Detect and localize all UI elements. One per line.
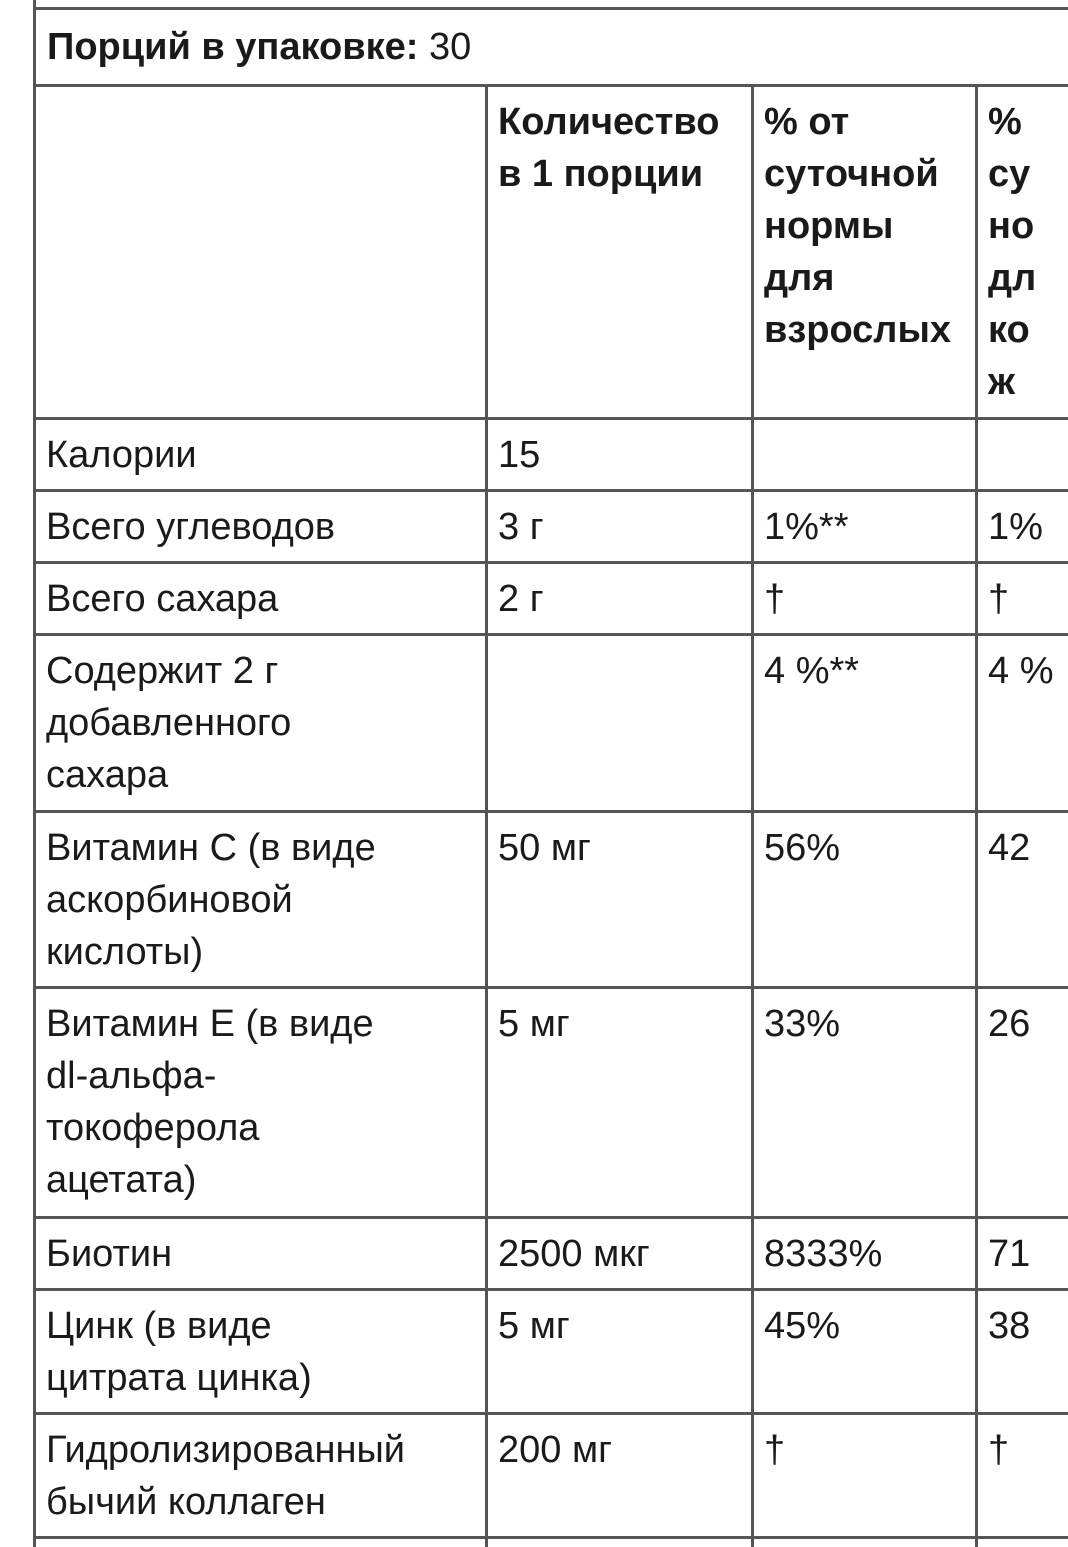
row-pct-adults: 56% (753, 812, 977, 988)
row-amount (487, 635, 753, 812)
table-row (35, 419, 1068, 491)
row-name: Цинк (в виде цитрата цинка) (35, 1290, 487, 1414)
table-row (35, 1414, 1068, 1538)
top-rule (33, 0, 1068, 10)
header-name (35, 86, 487, 419)
servings-label: Порций в упаковке: (47, 26, 419, 68)
table-row (35, 635, 1068, 812)
row-pct-adults: 1%** (753, 491, 977, 563)
table-row (35, 812, 1068, 988)
row-empty (487, 1538, 753, 1547)
table-row (35, 491, 1068, 563)
supplement-facts-panel (33, 0, 1068, 1547)
header-pct-other: % су но дл ко ж (977, 86, 1068, 419)
row-name: Витамин С (в виде аскорбиновой кислоты) (35, 812, 487, 988)
table-row (35, 988, 1068, 1218)
row-amount: 50 мг (487, 812, 753, 988)
row-pct-other: 1% (977, 491, 1068, 563)
row-amount: 200 мг (487, 1414, 753, 1538)
table-row (35, 563, 1068, 635)
row-name: Биотин (35, 1218, 487, 1290)
row-empty (977, 1538, 1068, 1547)
row-name: Калории (35, 419, 487, 491)
row-pct-adults: 45% (753, 1290, 977, 1414)
row-amount: 5 мг (487, 1290, 753, 1414)
row-pct-adults: 8333% (753, 1218, 977, 1290)
row-pct-adults: 4 %** (753, 635, 977, 812)
row-pct-adults: † (753, 563, 977, 635)
row-pct-other: † (977, 563, 1068, 635)
row-name: Витамин Е (в виде dl-альфа- токоферола ацетата) (35, 988, 487, 1218)
table-header-row (35, 86, 1068, 419)
row-name: Содержит 2 г добавленного сахара (35, 635, 487, 812)
table-row (35, 1218, 1068, 1290)
row-amount: 2 г (487, 563, 753, 635)
row-pct-other: 42 (977, 812, 1068, 988)
nutrition-table (33, 84, 1068, 1547)
row-empty (753, 1538, 977, 1547)
row-pct-other: 4 % (977, 635, 1068, 812)
table-row-partial (35, 1538, 1068, 1547)
row-name: Гидролизированный бычий коллаген (35, 1414, 487, 1538)
row-name: Всего сахара (35, 563, 487, 635)
row-pct-other: 71 (977, 1218, 1068, 1290)
servings-per-container (33, 10, 1068, 84)
row-amount: 2500 мкг (487, 1218, 753, 1290)
header-pct-adults: % от суточной нормы для взрослых (753, 86, 977, 419)
table-row (35, 1290, 1068, 1414)
row-pct-adults: † (753, 1414, 977, 1538)
row-pct-other: † (977, 1414, 1068, 1538)
header-amount: Количество в 1 порции (487, 86, 753, 419)
servings-value: 30 (418, 26, 472, 68)
row-amount: 5 мг (487, 988, 753, 1218)
row-pct-other: 38 (977, 1290, 1068, 1414)
row-pct-other: 26 (977, 988, 1068, 1218)
row-empty (35, 1538, 487, 1547)
row-name: Всего углеводов (35, 491, 487, 563)
row-pct-adults: 33% (753, 988, 977, 1218)
row-pct-adults (753, 419, 977, 491)
row-pct-other (977, 419, 1068, 491)
row-amount: 3 г (487, 491, 753, 563)
row-amount: 15 (487, 419, 753, 491)
